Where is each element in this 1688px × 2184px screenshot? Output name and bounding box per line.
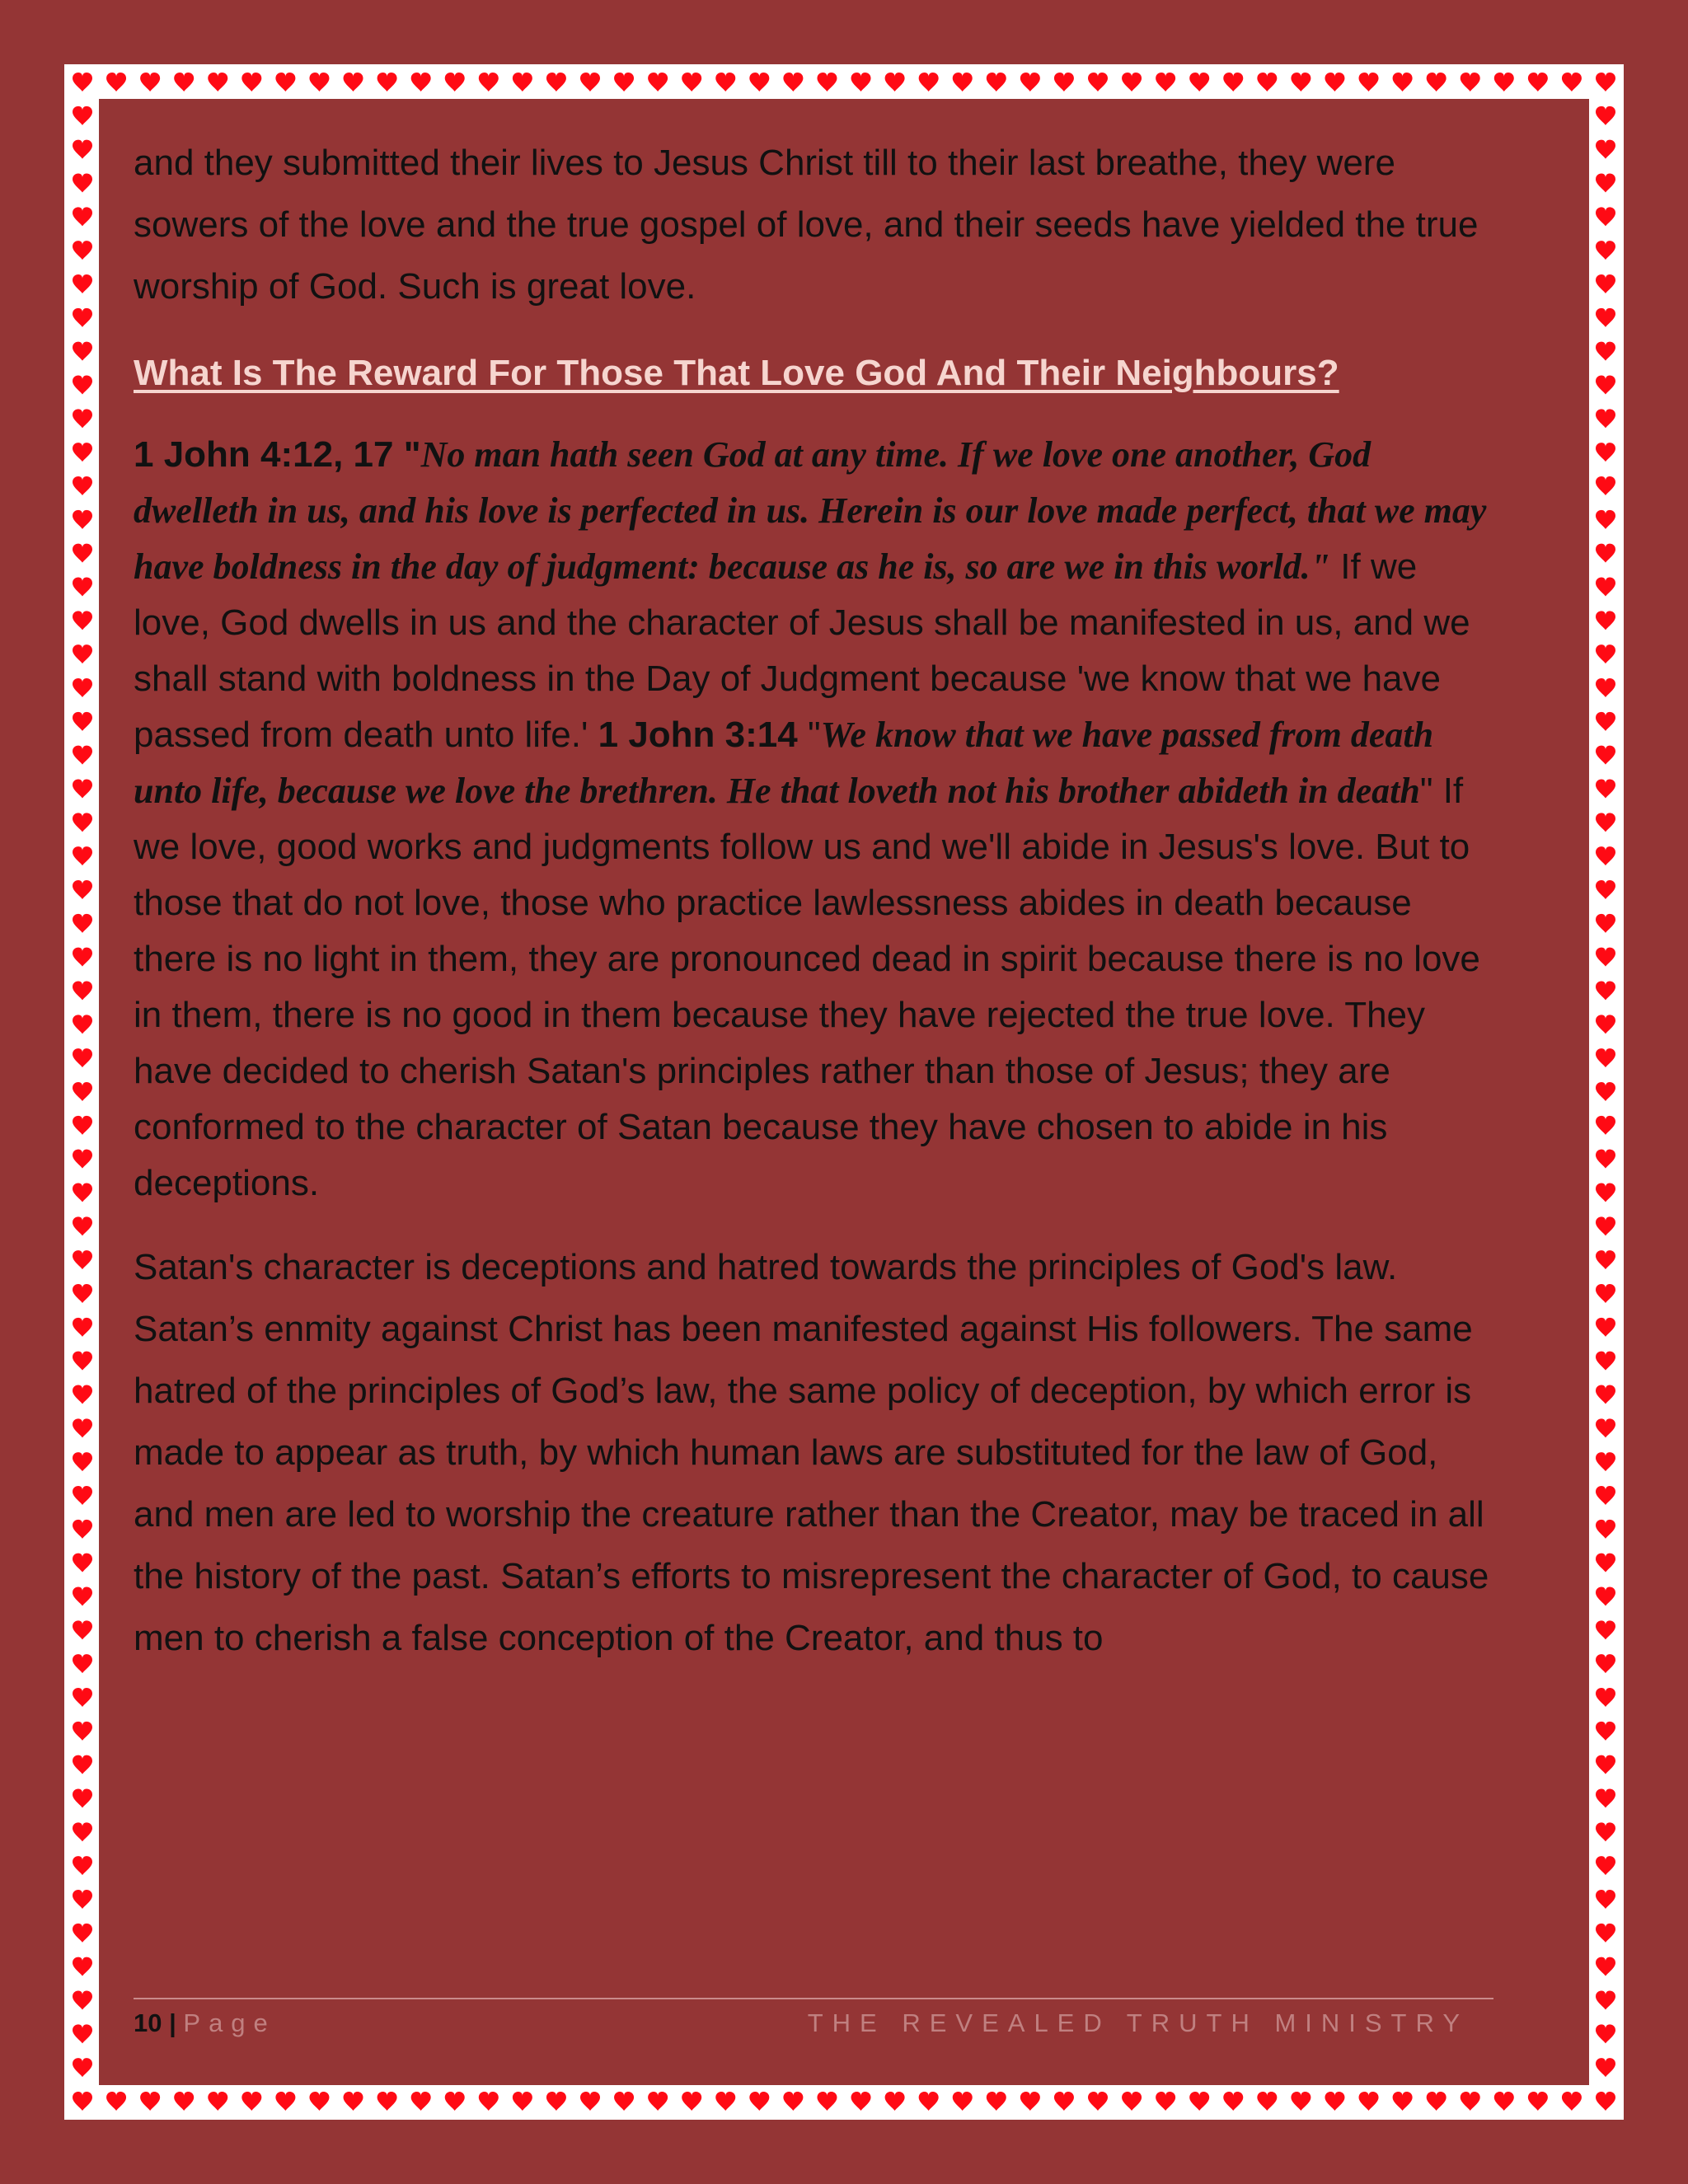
heart-icon: [1156, 2092, 1175, 2111]
heart-icon: [1596, 1755, 1615, 1774]
heart-icon: [73, 644, 92, 663]
heart-icon: [1596, 1620, 1615, 1639]
heart-icon: [479, 2092, 499, 2111]
heart-icon: [73, 1150, 92, 1169]
heart-icon: [411, 2092, 431, 2111]
heart-icon: [1596, 1722, 1615, 1741]
heart-icon: [1596, 578, 1615, 597]
heart-icon: [580, 2092, 600, 2111]
heart-icon: [1596, 914, 1615, 933]
heart-icon: [1596, 1486, 1615, 1505]
scripture-reference: 1 John 4:12, 17 ": [134, 434, 421, 475]
heart-icon: [885, 73, 905, 91]
heart-icon: [1596, 1890, 1615, 1909]
heart-icon: [1596, 207, 1615, 226]
reward-paragraph: [134, 427, 1493, 1212]
heart-icon: [749, 73, 769, 91]
heart-icon: [73, 2058, 92, 2077]
heart-icon: [73, 880, 92, 899]
heart-icon: [445, 2092, 465, 2111]
heart-icon: [1596, 846, 1615, 865]
heart-icon: [377, 2092, 397, 2111]
heart-icon: [73, 1352, 92, 1371]
heart-icon: [1427, 2092, 1447, 2111]
heart-icon: [73, 140, 92, 159]
heart-icon: [73, 1688, 92, 1707]
heart-icon: [73, 1554, 92, 1572]
heart-icon: [73, 409, 92, 428]
heart-icon: [1596, 1688, 1615, 1707]
heart-icon: [73, 1755, 92, 1774]
verse-quote-end: .": [1301, 546, 1331, 587]
heart-icon: [1596, 1352, 1615, 1371]
heart-icon: [1596, 544, 1615, 563]
heart-icon: [1596, 274, 1615, 293]
heart-icon: [73, 1385, 92, 1404]
heart-icon: [817, 2092, 837, 2111]
quote-mark: ": [797, 715, 821, 755]
heart-icon: [1562, 73, 1582, 91]
heart-icon: [749, 2092, 769, 2111]
heart-icon: [73, 342, 92, 361]
heart-icon: [73, 678, 92, 697]
heart-icon: [73, 2024, 92, 2043]
heart-icon: [783, 2092, 803, 2111]
heart-icon: [987, 2092, 1006, 2111]
heart-icon: [73, 1183, 92, 1202]
heart-icon: [73, 308, 92, 327]
heart-icon: [1596, 1822, 1615, 1841]
heart-icon: [309, 73, 329, 91]
heart-icon: [73, 2092, 92, 2111]
heart-icon: [546, 2092, 566, 2111]
heart-icon: [377, 73, 397, 91]
heart-icon: [73, 1620, 92, 1639]
heart-icon: [1596, 1520, 1615, 1539]
heart-icon: [1596, 140, 1615, 159]
heart-icon: [73, 1822, 92, 1841]
heart-icon: [1596, 644, 1615, 663]
heart-icon: [783, 73, 803, 91]
heart-icon: [919, 2092, 939, 2111]
heart-icon: [1020, 73, 1040, 91]
heart-icon: [1596, 2092, 1615, 2111]
heart-icon: [1122, 73, 1142, 91]
heart-icon: [1156, 73, 1175, 91]
heart-icon: [73, 1654, 92, 1673]
heart-icon: [1596, 1015, 1615, 1033]
heart-icon: [73, 1318, 92, 1337]
page-number: 10: [134, 2008, 162, 2037]
heart-icon: [1596, 409, 1615, 428]
heart-icon: [174, 2092, 194, 2111]
heart-icon: [1596, 982, 1615, 1001]
heart-icon: [919, 73, 939, 91]
heart-icon: [174, 73, 194, 91]
heart-icon: [73, 443, 92, 462]
heart-icon: [546, 73, 566, 91]
footer-divider: [134, 1998, 1493, 1999]
heart-icon: [73, 846, 92, 865]
heart-icon: [682, 2092, 701, 2111]
page-footer: [134, 2003, 1493, 2044]
heart-icon: [73, 948, 92, 967]
heart-icon: [1596, 1654, 1615, 1673]
heart-icon: [1189, 2092, 1209, 2111]
heart-icon: [1596, 308, 1615, 327]
heart-icon: [648, 73, 668, 91]
heart-icon: [1257, 73, 1277, 91]
heart-icon: [1596, 510, 1615, 529]
heart-icon: [851, 73, 871, 91]
heart-icon: [987, 73, 1006, 91]
heart-icon: [73, 73, 92, 91]
heart-icon: [1189, 73, 1209, 91]
heart-icon: [1596, 1452, 1615, 1471]
heart-icon: [73, 712, 92, 731]
verse-quote: No man hath seen God at any time. If we love one another, God dwelleth in us, and his love is perfected in us. Herein is our love made perfect, that we may have boldness in the day of judgment: because as he is, so are we in this world: [134, 434, 1487, 587]
heart-icon: [411, 73, 431, 91]
heart-icon: [1088, 73, 1108, 91]
heart-icon: [1596, 780, 1615, 799]
ministry-name: THE REVEALED TRUTH MINISTRY: [807, 2008, 1469, 2037]
body-text: " If we love, good works and judgments follow us and we'll abide in Jesus's love. But to those that do not love, those who practice lawlessness abides in death because there is no light in them, they are pronounced dead in spirit because there is no love in them, there is no good in them because they have rejected the true love. They have decided to cherish Satan's principles rather than those of Jesus; they are conformed to the character of Satan because they have chosen to abide in his deceptions.: [134, 771, 1480, 1203]
heart-icon: [1291, 73, 1311, 91]
heart-icon: [344, 2092, 363, 2111]
heart-icon: [73, 1048, 92, 1067]
heart-icon: [1596, 1216, 1615, 1235]
heart-icon: [1054, 2092, 1074, 2111]
section-heading: What Is The Reward For Those That Love God And Their Neighbours?: [134, 353, 1339, 393]
heart-icon: [1596, 1318, 1615, 1337]
heart-icon: [73, 578, 92, 597]
heart-icon: [1088, 2092, 1108, 2111]
heart-icon: [73, 1284, 92, 1303]
heart-icon: [1596, 2058, 1615, 2077]
heart-icon: [1596, 73, 1615, 91]
heart-icon: [1596, 1554, 1615, 1572]
heart-icon: [1596, 174, 1615, 193]
heart-icon: [1223, 73, 1243, 91]
heart-icon: [1562, 2092, 1582, 2111]
heart-icon: [1122, 2092, 1142, 2111]
heart-icon: [1596, 1856, 1615, 1875]
heart-icon: [73, 510, 92, 529]
heart-icon: [208, 2092, 227, 2111]
heart-icon: [1393, 2092, 1413, 2111]
heart-icon: [73, 746, 92, 765]
heart-icon: [1596, 1789, 1615, 1808]
heart-icon: [73, 476, 92, 495]
heart-icon: [1020, 2092, 1040, 2111]
heart-icon: [106, 2092, 126, 2111]
satan-character-paragraph: Satan's character is deceptions and hatred towards the principles of God's law. Satan’s enmity against Christ has been manifested against His followers. The same hatred of the principles of God’s law, the same policy of deception, by which error is made to appear as truth, by which human laws are substituted for the law of God, and men are led to worship the creature rather than the Creator, may be traced in all the history of the past. Satan’s efforts to misrepresent the character of God, to cause men to cherish a false conception of the Creator, and thus to: [134, 1247, 1489, 1658]
heart-icon: [73, 1789, 92, 1808]
heart-icon: [614, 73, 634, 91]
heart-icon: [140, 73, 160, 91]
body-text: If we love, God dwells in us and the character of Jesus shall be manifested in us, and we shall stand with boldness in the Day of Judgment because 'we know that we have passed from death unto life.': [134, 546, 1470, 755]
heart-icon: [1257, 2092, 1277, 2111]
heart-icon: [1596, 611, 1615, 630]
heart-icon: [1596, 1183, 1615, 1202]
heart-icon: [73, 611, 92, 630]
heart-icon: [580, 73, 600, 91]
page-separator: |: [162, 2008, 184, 2037]
heart-icon: [241, 2092, 261, 2111]
heart-icon: [715, 2092, 735, 2111]
heart-icon: [73, 241, 92, 260]
heart-icon: [1596, 1150, 1615, 1169]
heart-icon: [1291, 2092, 1311, 2111]
heart-icon: [715, 73, 735, 91]
heart-icon: [445, 73, 465, 91]
heart-icon: [1596, 1587, 1615, 1606]
heart-icon: [309, 2092, 329, 2111]
heart-icon: [1596, 1048, 1615, 1067]
page-content: [134, 132, 1493, 1669]
heart-icon: [73, 813, 92, 832]
heart-icon: [1596, 2024, 1615, 2043]
heart-icon: [1596, 1250, 1615, 1269]
heart-icon: [1494, 2092, 1514, 2111]
heart-icon: [73, 1991, 92, 2010]
heart-icon: [1054, 73, 1074, 91]
heart-icon: [73, 1587, 92, 1606]
heart-icon: [73, 1418, 92, 1437]
heart-icon: [614, 2092, 634, 2111]
heart-icon: [1596, 1418, 1615, 1437]
heart-icon: [73, 544, 92, 563]
heart-icon: [1223, 2092, 1243, 2111]
heart-icon: [1427, 73, 1447, 91]
heart-icon: [73, 1216, 92, 1235]
heart-icon: [1596, 106, 1615, 125]
heart-icon: [1528, 2092, 1548, 2111]
heart-icon: [73, 1856, 92, 1875]
heart-icon: [73, 1924, 92, 1943]
heart-icon: [1325, 2092, 1344, 2111]
heart-icon: [1325, 73, 1344, 91]
heart-icon: [479, 73, 499, 91]
heart-icon: [1596, 376, 1615, 395]
heart-icon: [73, 1520, 92, 1539]
heart-icon: [73, 1015, 92, 1033]
verse-quote: We know that we have passed from death unto life, because we love the brethren. He that loveth not his brother abideth in death: [134, 715, 1434, 811]
heart-icon: [1596, 746, 1615, 765]
heart-icon: [1596, 813, 1615, 832]
heart-icon: [275, 2092, 295, 2111]
heart-icon: [1461, 2092, 1480, 2111]
heart-icon: [1596, 1385, 1615, 1404]
heart-icon: [73, 1082, 92, 1101]
heart-icon: [513, 73, 532, 91]
heart-icon: [953, 73, 973, 91]
heart-icon: [1596, 948, 1615, 967]
heart-icon: [208, 73, 227, 91]
heart-icon: [1596, 1116, 1615, 1135]
heart-icon: [73, 914, 92, 933]
heart-icon: [648, 2092, 668, 2111]
heart-icon: [73, 174, 92, 193]
heart-icon: [1596, 1957, 1615, 1976]
heart-icon: [344, 73, 363, 91]
heart-icon: [1596, 880, 1615, 899]
heart-icon: [1596, 342, 1615, 361]
heart-icon: [885, 2092, 905, 2111]
heart-icon: [1359, 73, 1379, 91]
heart-icon: [1393, 73, 1413, 91]
heart-icon: [1528, 73, 1548, 91]
heart-icon: [682, 73, 701, 91]
heart-icon: [513, 2092, 532, 2111]
heart-icon: [73, 106, 92, 125]
heart-icon: [73, 207, 92, 226]
heart-icon: [1494, 73, 1514, 91]
heart-icon: [73, 1722, 92, 1741]
heart-icon: [817, 73, 837, 91]
heart-icon: [1596, 443, 1615, 462]
heart-icon: [73, 1250, 92, 1269]
heart-icon: [1461, 73, 1480, 91]
page-label: Page: [183, 2008, 276, 2037]
heart-icon: [1596, 712, 1615, 731]
heart-icon: [73, 376, 92, 395]
heart-icon: [953, 2092, 973, 2111]
heart-icon: [241, 73, 261, 91]
heart-icon: [851, 2092, 871, 2111]
heart-icon: [73, 1452, 92, 1471]
heart-icon: [73, 274, 92, 293]
heart-icon: [73, 1890, 92, 1909]
scripture-reference: 1 John 3:14: [598, 715, 798, 755]
heart-icon: [73, 982, 92, 1001]
heart-icon: [1596, 678, 1615, 697]
heart-icon: [1596, 1284, 1615, 1303]
heart-icon: [1596, 241, 1615, 260]
heart-icon: [73, 1116, 92, 1135]
heart-icon: [275, 73, 295, 91]
heart-icon: [1596, 1991, 1615, 2010]
heart-icon: [1596, 476, 1615, 495]
heart-icon: [73, 780, 92, 799]
heart-icon: [73, 1957, 92, 1976]
heart-icon: [1596, 1082, 1615, 1101]
heart-icon: [106, 73, 126, 91]
heart-icon: [140, 2092, 160, 2111]
heart-icon: [1596, 1924, 1615, 1943]
heart-icon: [73, 1486, 92, 1505]
heart-icon: [1359, 2092, 1379, 2111]
opening-paragraph: and they submitted their lives to Jesus Christ till to their last breathe, they were sowers of the love and the true gospel of love, and their seeds have yielded the true worship of God. Such is great love.: [134, 143, 1479, 307]
